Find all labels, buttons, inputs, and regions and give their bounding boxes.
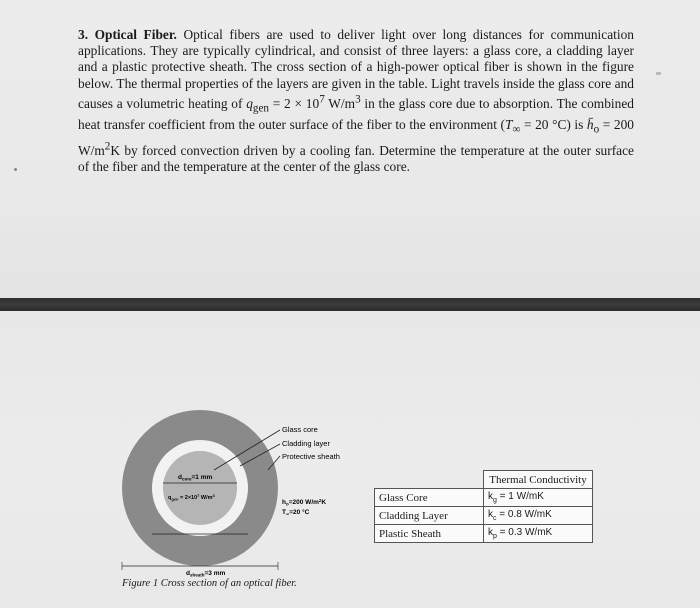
table-header-cell: Thermal Conductivity bbox=[484, 471, 593, 489]
table-row bbox=[375, 489, 593, 507]
problem-number: 3. bbox=[78, 27, 89, 42]
figure-caption: Figure 1 Cross section of an optical fiber. bbox=[122, 578, 297, 589]
protective-sheath-label: Protective sheath bbox=[282, 452, 340, 461]
conductivity-value: $k_g = 1$ W/mK bbox=[484, 489, 593, 507]
layer-name: Glass Core bbox=[375, 489, 484, 507]
conductivity-value: $k_p = 0.3$ W/mK bbox=[484, 525, 593, 543]
table-row bbox=[375, 525, 593, 543]
h-o-label: $h_o=200$ $W/m^2K$ bbox=[282, 498, 327, 507]
d-core-label: $d_{core}=1$ mm bbox=[178, 474, 213, 482]
table-header-row bbox=[375, 471, 593, 489]
t-inf-label: $T_\infty=20$ °C bbox=[282, 509, 310, 517]
glass-core-disk bbox=[163, 451, 237, 525]
d-sheath-label: $d_{sheath}=3$ mm bbox=[186, 570, 226, 578]
problem-body: Optical fibers are used to deliver light over long distances for communication applications. They are typically cylindrical, and consist of three layers: a glass core, a cladding layer and a plastic protective sheath. The cross section of a high-power optical fiber is shown in the figure below. The thermal properties of the layers are given in the table. Light travels inside the glass core and causes a volumetric heating of $q_{gen} = 2 \times 10^7$ $W/m^3$ in the glass core due to absorption. The combined heat transfer coefficient from the outer surface of the fiber to the environment ($T_\infty = 20$ °C) is $h̄_o = 200$ $W/m^2K$ by forced convection driven by a cooling fan. Determine the temperature at the outer surface of the fiber and the temperature at the center of the glass core. bbox=[78, 27, 634, 174]
table-row bbox=[375, 507, 593, 525]
glass-core-label: Glass core bbox=[282, 425, 318, 434]
cladding-layer-label: Cladding layer bbox=[282, 439, 330, 448]
problem-title: Optical Fiber. bbox=[94, 27, 177, 42]
conductivity-value: $k_c = 0.8$ W/mK bbox=[484, 507, 593, 525]
d-clad-label: $d_{clad}=1.5$ mm bbox=[177, 525, 217, 533]
thermal-properties-table bbox=[374, 470, 593, 543]
q-gen-label: $q_{gen} = 2\times 10^7$ $W/m^3$ bbox=[168, 493, 215, 502]
layer-name: Plastic Sheath bbox=[375, 525, 484, 543]
layer-name: Cladding Layer bbox=[375, 507, 484, 525]
table-header-empty bbox=[375, 471, 484, 489]
